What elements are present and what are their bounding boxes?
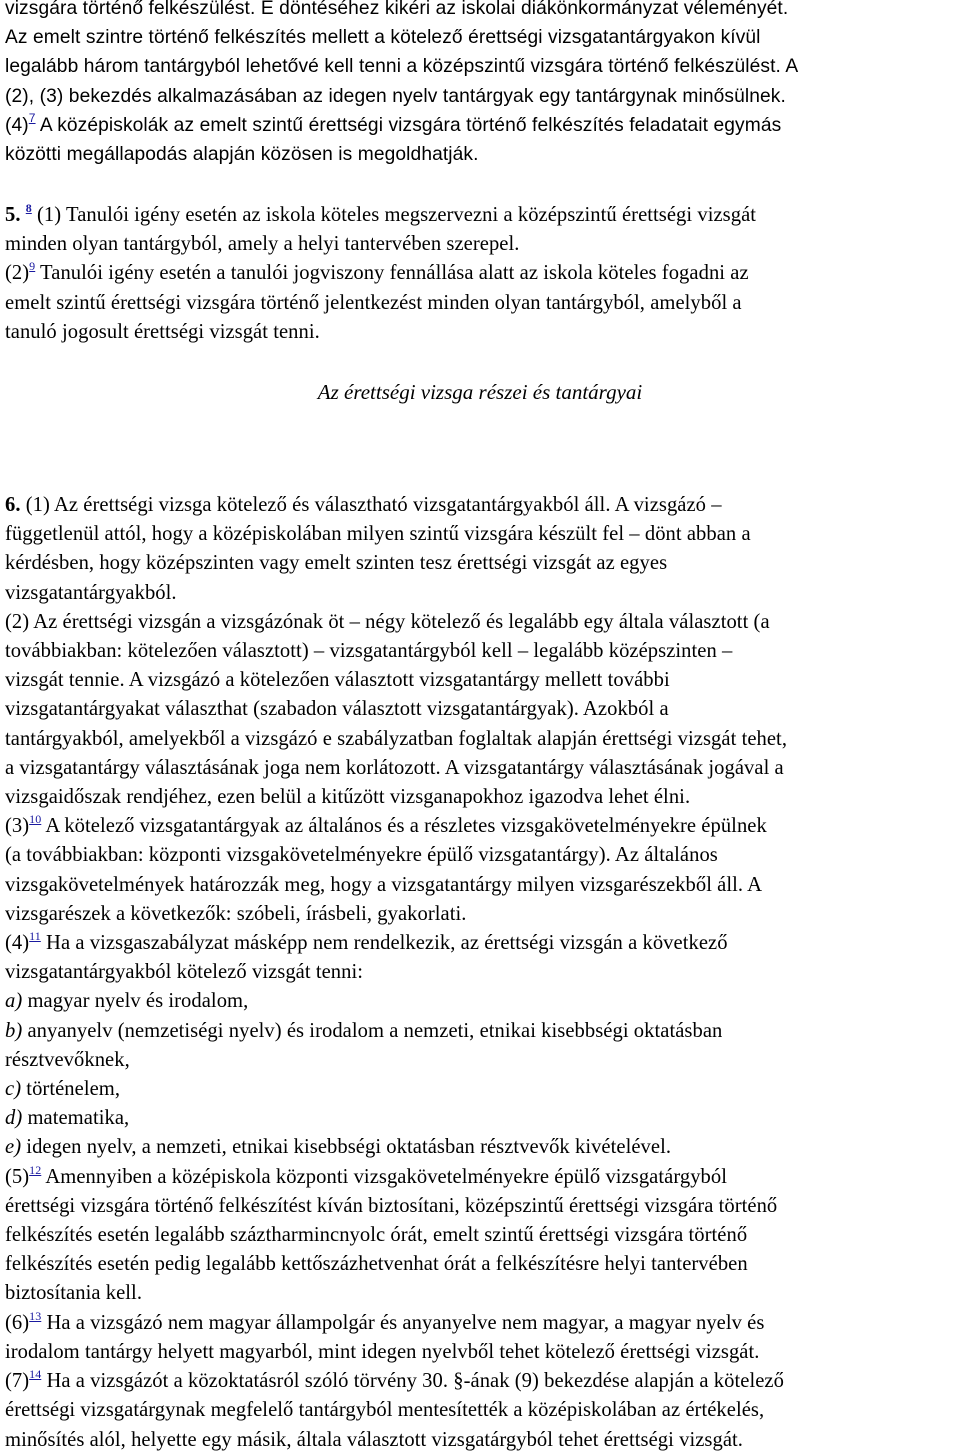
section-5-paragraph-1: [5, 201, 957, 230]
text-line: minősítés alól, helyette egy másik, általa választott vizsgatárgyból tehet érettségi vizsgát.: [5, 1428, 743, 1451]
list-item-continuation: [5, 1046, 957, 1075]
footnote-link-7[interactable]: 7: [28, 110, 36, 125]
paragraph-4: [5, 111, 957, 140]
list-item: [5, 1104, 957, 1133]
paragraph-marker: (2): [5, 262, 30, 285]
section-5-paragraph-2: [5, 259, 957, 288]
text-line: (a továbbiakban: központi vizsgakövetelményekre épülő vizsgatantárgy). Az általános: [5, 844, 718, 867]
text-line: emelt szintű érettségi vizsgára történő jelentkezést minden olyan tantárgyból, amelyből a: [5, 291, 742, 314]
list-letter: a): [5, 990, 23, 1013]
paragraph-text: Ha a vizsgázót a közoktatásról szóló törvény 30. §-ának (9) bekezdése alapján a kötelező: [41, 1370, 784, 1393]
paragraph-marker: (7): [5, 1370, 30, 1393]
section-6-paragraph-5: [5, 1163, 957, 1192]
text-line: (2), (3) bekezdés alkalmazásában az idegen nyelv tantárgyak egy tantárgynak minősülnek.: [5, 85, 786, 107]
text-line: vizsgára történő felkészülést. E döntéséhez kikéri az iskolai diákönkormányzat véleményét.: [5, 0, 789, 19]
section-6-paragraph-7: [5, 1367, 957, 1396]
text-line: érettségi vizsgára történő felkészítést kíván biztosítani, középszintű érettségi vizsgára történő: [5, 1194, 778, 1217]
list-letter: e): [5, 1136, 22, 1159]
text-line: vizsgatantárgyakból kötelező vizsgát tenni:: [5, 961, 364, 984]
list-item: [5, 1133, 957, 1162]
list-letter: b): [5, 1019, 23, 1042]
footnote-link-14[interactable]: 14: [29, 1367, 42, 1382]
text-line: minden olyan tantárgyból, amely a helyi tantervében szerepel.: [5, 233, 520, 256]
list-letter: c): [5, 1078, 22, 1101]
section-number: 6.: [5, 494, 21, 516]
text-line: tantárgyakból, amelyekből a vizsgázó e szabályzatban foglaltak alapján érettségi vizsgát tehet,: [5, 727, 788, 750]
paragraph-marker: (4): [5, 114, 29, 136]
list-text: matematika,: [22, 1107, 130, 1130]
text-line: biztosítania kell.: [5, 1282, 143, 1305]
top-paragraph: [5, 0, 957, 169]
list-text: résztvevőknek,: [5, 1048, 130, 1071]
paragraph-text: Ha a vizsgaszabályzat másképp nem rendelkezik, az érettségi vizsgán a következő: [40, 932, 728, 955]
text-line: vizsgakövetelmények határozzák meg, hogy a vizsgatantárgy milyen vizsgarészekből áll. A: [5, 873, 763, 896]
text-line: vizsgát tennie. A vizsgázó a kötelezően választott vizsgatantárgy mellett további: [5, 669, 670, 692]
paragraph-text: A középiskolák az emelt szintű érettségi vizsgára történő felkészítés feladatait egymás: [35, 114, 782, 136]
paragraph-marker: (4): [5, 932, 30, 955]
paragraph-text: Ha a vizsgázó nem magyar állampolgár és anyanyelve nem magyar, a magyar nyelv és: [41, 1311, 765, 1334]
text-line: legalább három tantárgyból lehetővé kell tenni a középszintű vizsgára történő felkészülést. A: [5, 56, 799, 78]
list-item: [5, 1017, 957, 1046]
list-item: [5, 987, 957, 1016]
text-line: vizsgaidőszak rendjéhez, ezen belül a kitűzött vizsganapokhoz igazodva lehet élni.: [5, 786, 691, 809]
section-6-paragraph-3: [5, 812, 957, 841]
footnote-link-8[interactable]: 8: [25, 201, 32, 215]
section-6-paragraph-1: [5, 491, 957, 520]
list-text: magyar nyelv és irodalom,: [22, 990, 249, 1013]
section-6-paragraph-6: [5, 1309, 957, 1338]
text-line: Az emelt szintre történő felkészítés mellett a kötelező érettségi vizsgatantárgyakon kívül: [5, 27, 761, 49]
paragraph-text: (1) Az érettségi vizsga kötelező és választható vizsgatantárgyakból áll. A vizsgázó –: [20, 494, 722, 516]
text-line: érettségi vizsgatárgynak megfelelő tantárgyból mentesítették a középiskolában az értékelés,: [5, 1399, 765, 1422]
paragraph-marker: (6): [5, 1311, 30, 1334]
section-5: [5, 201, 957, 347]
text-line: irodalom tantárgy helyett magyarból, mint idegen nyelvből tehet kötelező érettségi vizsgát.: [5, 1340, 760, 1363]
footnote-link-11[interactable]: 11: [29, 929, 41, 944]
text-line: vizsgatantárgyakból.: [5, 581, 177, 604]
paragraph-text: Amennyiben a középiskola központi vizsgakövetelményekre épülő vizsgatárgyból: [41, 1165, 728, 1188]
section-6-paragraph-4: [5, 929, 957, 958]
text-line: közötti megállapodás alapján közösen is megoldhatják.: [5, 144, 479, 166]
list-item: [5, 1075, 957, 1104]
text-line: továbbiakban: kötelezően választott) – vizsgatantárgyból kell – legalább középszinten –: [5, 640, 733, 663]
text-line: tanuló jogosult érettségi vizsgát tenni.: [5, 320, 320, 343]
paragraph-marker: (5): [5, 1165, 30, 1188]
text-line: függetlenül attól, hogy a középiskolában milyen szintű vizsgára készült fel – dönt abban a: [5, 523, 751, 546]
paragraph-marker: (3): [5, 815, 30, 838]
list-text: történelem,: [21, 1078, 121, 1101]
paragraph-text: Tanulói igény esetén a tanulói jogviszony fennállása alatt az iskola köteles fogadni az: [35, 262, 749, 285]
text-line: felkészítés esetén pedig legalább kettőszázhetvenhat órát a felkészítésre helyi tantervében: [5, 1253, 748, 1276]
text-line: (2) Az érettségi vizsgán a vizsgázónak öt – négy kötelező és legalább egy általa választott (a: [5, 610, 770, 633]
footnote-link-9[interactable]: 9: [29, 259, 36, 274]
section-number: 5.: [5, 204, 21, 226]
section-6: [5, 491, 957, 1454]
list-letter: d): [5, 1107, 23, 1130]
section-heading: Az érettségi vizsga részei és tantárgyai: [317, 380, 643, 404]
footnote-link-13[interactable]: 13: [29, 1308, 42, 1323]
list-text: anyanyelv (nemzetiségi nyelv) és irodalom a nemzeti, etnikai kisebbségi oktatásban: [22, 1019, 723, 1042]
text-line: kérdésben, hogy középszinten vagy emelt szinten tesz érettségi vizsgát az egyes: [5, 552, 668, 575]
paragraph-text: A kötelező vizsgatantárgyak az általános és a részletes vizsgakövetelményekre épülnek: [41, 815, 767, 838]
text-line: vizsgarészek a következők: szóbeli, írásbeli, gyakorlati.: [5, 902, 467, 925]
text-line: vizsgatantárgyakat választhat (szabadon választott vizsgatantárgyak). Azokból a: [5, 698, 669, 721]
text-line: felkészítés esetén legalább száztharmincnyolc órát, emelt szintű érettségi vizsgára történő: [5, 1224, 748, 1247]
text-line: a vizsgatantárgy választásának joga nem korlátozott. A vizsgatantárgy választásának jogával a: [5, 756, 784, 779]
footnote-link-10[interactable]: 10: [29, 812, 42, 827]
paragraph-text: (1) Tanulói igény esetén az iskola köteles megszervezni a középszintű érettségi vizsgát: [31, 204, 757, 226]
list-text: idegen nyelv, a nemzeti, etnikai kisebbségi oktatásban résztvevők kivételével.: [21, 1136, 672, 1159]
footnote-link-12[interactable]: 12: [29, 1162, 42, 1177]
